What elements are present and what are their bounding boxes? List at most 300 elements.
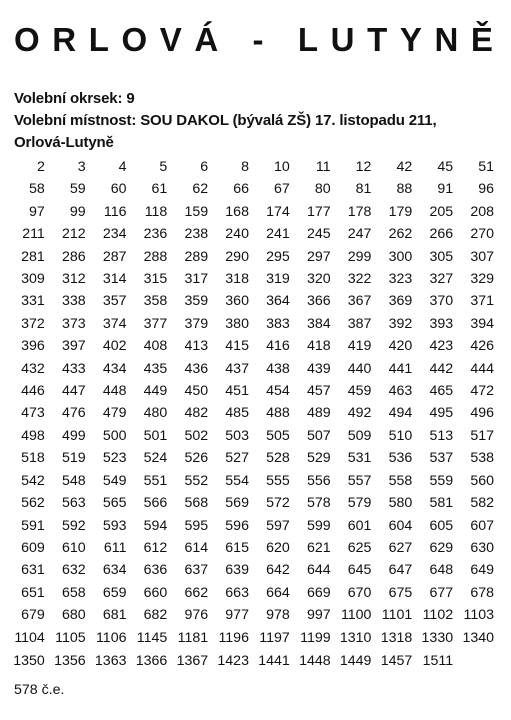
house-number-cell: 552 (184, 472, 209, 489)
house-number-cell: 601 (347, 517, 372, 534)
house-number-cell: 678 (470, 584, 494, 601)
house-number-cell: 377 (143, 315, 168, 332)
house-number-cell: 542 (21, 472, 45, 489)
house-number-cell: 997 (306, 607, 331, 624)
house-number-cell: 1423 (217, 652, 249, 669)
house-number-cell: 518 (21, 450, 45, 467)
house-number-cell: 505 (266, 427, 290, 444)
house-number-cell: 509 (347, 427, 372, 444)
house-number-cell: 314 (102, 271, 127, 288)
house-number-cell: 621 (306, 539, 331, 556)
house-number-cell: 392 (388, 315, 413, 332)
table-row (4, 178, 494, 200)
house-number-cell: 366 (306, 293, 331, 310)
house-number-cell: 369 (388, 293, 413, 310)
table-row (4, 268, 494, 290)
house-number-cell: 12 (355, 159, 372, 175)
house-number-cell: 327 (429, 271, 454, 288)
house-number-cell: 631 (21, 562, 45, 579)
house-number-cell: 559 (429, 472, 454, 489)
house-number-cell: 437 (225, 360, 249, 377)
house-number-cell: 408 (143, 338, 168, 355)
house-number-cell: 644 (306, 562, 331, 579)
house-number-cell: 118 (144, 203, 168, 220)
house-number-cell: 568 (184, 495, 209, 512)
house-number-cell: 523 (102, 450, 127, 467)
house-number-cell: 510 (388, 427, 413, 444)
house-number-cell: 45 (437, 159, 454, 175)
house-number-cell: 1318 (380, 629, 413, 646)
house-number-cell: 634 (102, 562, 127, 579)
house-number-cell: 500 (102, 427, 127, 444)
house-number-cell: 677 (429, 584, 454, 601)
house-number-cell: 492 (347, 405, 372, 422)
house-number-cell: 651 (21, 584, 45, 601)
house-number-cell: 682 (143, 607, 168, 624)
house-number-cell: 448 (102, 383, 127, 400)
house-number-cell: 476 (61, 405, 86, 422)
house-number-cell: 592 (61, 517, 86, 534)
house-number-cell: 557 (347, 472, 372, 489)
house-number-cell: 488 (266, 405, 290, 422)
house-number-cell: 178 (347, 203, 372, 220)
house-number-cell: 61 (151, 181, 168, 198)
house-number-cell: 596 (225, 517, 249, 534)
house-number-cell: 177 (306, 203, 331, 220)
table-row (4, 156, 494, 178)
house-number-cell: 579 (347, 495, 372, 512)
house-number-cell: 364 (266, 293, 290, 310)
house-number-cell: 1196 (218, 629, 249, 646)
house-number-cell: 663 (225, 584, 249, 601)
house-number-cell: 168 (225, 203, 249, 220)
house-number-cell: 549 (102, 472, 127, 489)
table-row (4, 290, 494, 312)
house-number-cell: 599 (306, 517, 331, 534)
house-number-cell: 562 (21, 495, 45, 512)
table-row (4, 201, 494, 223)
house-number-cell: 538 (470, 450, 494, 467)
house-number-cell: 323 (388, 271, 413, 288)
house-number-cell: 329 (470, 271, 494, 288)
house-number-cell: 519 (61, 450, 86, 467)
house-number-cell: 383 (266, 315, 290, 332)
house-number-cell: 397 (61, 338, 86, 355)
house-number-cell: 503 (225, 427, 249, 444)
house-number-cell: 565 (102, 495, 127, 512)
house-number-cell: 572 (266, 495, 290, 512)
house-number-cell: 639 (225, 562, 249, 579)
house-numbers-table (4, 156, 494, 673)
house-number-cell: 645 (347, 562, 372, 579)
house-number-cell: 1441 (258, 652, 290, 669)
house-number-cell: 630 (470, 539, 494, 556)
house-number-cell: 331 (21, 293, 45, 310)
house-number-cell: 307 (470, 248, 494, 265)
house-number-cell: 116 (103, 203, 127, 220)
table-row (4, 358, 494, 380)
house-number-cell: 236 (143, 226, 168, 243)
house-number-cell: 423 (429, 338, 454, 355)
table-row (4, 627, 494, 649)
house-number-cell: 632 (61, 562, 86, 579)
house-number-cell: 81 (355, 181, 372, 198)
table-row (4, 447, 494, 469)
table-row (4, 246, 494, 268)
house-number-cell: 1106 (95, 629, 127, 646)
house-number-cell: 578 (306, 495, 331, 512)
house-number-cell: 159 (184, 203, 209, 220)
table-row (4, 604, 494, 626)
house-number-cell: 625 (347, 539, 372, 556)
house-number-cell: 978 (266, 607, 290, 624)
house-number-cell: 393 (429, 315, 454, 332)
house-number-cell: 581 (429, 495, 454, 512)
house-number-cell: 8 (241, 159, 249, 175)
house-number-cell: 664 (266, 584, 290, 601)
house-number-cell: 605 (429, 517, 454, 534)
house-number-cell: 441 (388, 360, 413, 377)
house-number-cell: 669 (306, 584, 331, 601)
house-number-cell: 66 (233, 181, 249, 198)
house-number-cell: 442 (429, 360, 454, 377)
house-number-cell: 1363 (94, 652, 127, 669)
footer-note: 578 č.e. (14, 682, 65, 698)
house-number-cell: 300 (388, 248, 413, 265)
house-number-cell: 473 (21, 405, 45, 422)
house-number-cell: 446 (21, 383, 45, 400)
house-number-cell: 637 (184, 562, 209, 579)
house-number-cell: 58 (29, 181, 45, 198)
house-number-cell: 502 (184, 427, 209, 444)
house-number-cell: 42 (396, 159, 413, 175)
house-number-cell: 1105 (55, 629, 86, 646)
house-number-cell: 434 (102, 360, 127, 377)
table-row (4, 335, 494, 357)
house-number-cell: 627 (388, 539, 413, 556)
house-number-cell: 563 (61, 495, 86, 512)
house-number-cell: 489 (306, 405, 331, 422)
house-number-cell: 1103 (463, 607, 494, 624)
house-number-cell: 531 (347, 450, 372, 467)
house-number-cell: 338 (61, 293, 86, 310)
house-number-cell: 658 (61, 584, 86, 601)
house-number-cell: 315 (143, 271, 168, 288)
table-row (4, 380, 494, 402)
house-number-cell: 439 (306, 360, 331, 377)
table-row (4, 402, 494, 424)
house-number-cell: 262 (388, 226, 413, 243)
house-number-cell: 670 (347, 584, 372, 601)
house-number-cell: 1367 (176, 652, 209, 669)
house-number-cell: 1356 (54, 652, 86, 669)
house-number-cell: 312 (61, 271, 86, 288)
house-number-cell: 1340 (462, 629, 494, 646)
house-number-cell: 459 (347, 383, 372, 400)
table-row (4, 470, 494, 492)
page-title: ORLOVÁ - LUTYNĚ (14, 21, 506, 58)
house-number-cell: 582 (470, 495, 494, 512)
house-number-cell: 675 (388, 584, 413, 601)
house-number-cell: 59 (69, 181, 86, 198)
house-number-cell: 270 (470, 226, 494, 243)
house-number-cell: 607 (470, 517, 494, 534)
house-number-cell: 387 (347, 315, 372, 332)
house-number-cell: 309 (21, 271, 45, 288)
house-number-cell: 536 (388, 450, 413, 467)
house-number-cell: 636 (143, 562, 168, 579)
house-number-cell: 358 (143, 293, 168, 310)
table-row (4, 425, 494, 447)
house-number-cell: 245 (306, 226, 331, 243)
house-number-cell: 479 (102, 405, 127, 422)
house-number-cell: 320 (306, 271, 331, 288)
house-number-cell: 317 (184, 271, 209, 288)
house-number-cell: 580 (388, 495, 413, 512)
house-number-cell: 396 (21, 338, 45, 355)
house-number-cell: 289 (184, 248, 209, 265)
house-number-cell: 527 (225, 450, 249, 467)
house-number-cell: 566 (143, 495, 168, 512)
house-number-cell: 11 (315, 159, 331, 175)
house-number-cell: 370 (429, 293, 454, 310)
house-number-cell: 610 (61, 539, 86, 556)
house-number-cell: 234 (102, 226, 127, 243)
house-number-cell: 402 (102, 338, 127, 355)
house-number-cell: 319 (266, 271, 290, 288)
house-number-cell: 480 (143, 405, 168, 422)
polling-place-line-2: Orlová-Lutyně (14, 134, 114, 151)
table-row (4, 313, 494, 335)
house-number-cell: 609 (21, 539, 45, 556)
house-number-cell: 420 (388, 338, 413, 355)
house-number-cell: 91 (437, 181, 454, 198)
house-number-cell: 595 (184, 517, 209, 534)
house-number-cell: 419 (347, 338, 372, 355)
house-number-cell: 1511 (422, 652, 454, 669)
house-number-cell: 379 (184, 315, 209, 332)
house-number-cell: 6 (200, 159, 209, 175)
house-number-cell: 247 (347, 226, 372, 243)
house-number-cell: 67 (274, 181, 290, 198)
house-number-cell: 554 (225, 472, 249, 489)
house-number-cell: 660 (143, 584, 168, 601)
house-number-cell: 287 (102, 248, 127, 265)
house-number-cell: 1310 (339, 629, 372, 646)
house-number-cell: 432 (21, 360, 45, 377)
house-number-cell: 179 (388, 203, 413, 220)
house-number-cell: 305 (429, 248, 454, 265)
house-number-cell: 1197 (259, 629, 290, 646)
house-number-cell: 96 (478, 181, 494, 198)
house-number-cell: 290 (225, 248, 249, 265)
house-number-cell: 380 (225, 315, 249, 332)
house-number-cell: 482 (184, 405, 209, 422)
house-number-cell: 597 (266, 517, 290, 534)
house-number-cell: 648 (429, 562, 454, 579)
house-number-cell: 1330 (421, 629, 454, 646)
house-number-cell: 299 (347, 248, 372, 265)
house-number-cell: 1100 (340, 607, 372, 624)
house-number-cell: 4 (118, 159, 127, 175)
house-number-cell: 662 (184, 584, 209, 601)
house-number-cell: 60 (110, 181, 127, 198)
table-row (4, 582, 494, 604)
house-number-cell: 440 (347, 360, 372, 377)
house-number-cell (453, 649, 494, 673)
house-number-cell: 80 (314, 181, 331, 198)
house-number-cell: 1449 (339, 652, 372, 669)
house-number-cell: 1448 (299, 652, 331, 669)
house-number-cell: 498 (21, 427, 45, 444)
house-number-cell: 649 (470, 562, 494, 579)
table-row (4, 492, 494, 514)
house-number-cell: 517 (470, 427, 494, 444)
house-number-cell: 436 (184, 360, 209, 377)
house-number-cell: 501 (143, 427, 168, 444)
house-number-cell: 318 (225, 271, 249, 288)
table-row (4, 223, 494, 245)
house-number-cell: 507 (306, 427, 331, 444)
house-number-cell: 555 (266, 472, 290, 489)
house-number-cell: 1350 (13, 652, 45, 669)
house-number-cell: 1366 (135, 652, 168, 669)
house-number-cell: 51 (478, 159, 494, 175)
house-number-cell: 211 (22, 226, 45, 243)
house-number-cell: 450 (184, 383, 209, 400)
house-number-cell: 99 (69, 203, 86, 220)
house-number-cell: 415 (225, 338, 249, 355)
house-number-cell: 451 (225, 383, 249, 400)
house-number-cell: 976 (184, 607, 209, 624)
house-number-cell: 485 (225, 405, 249, 422)
house-number-cell: 1181 (177, 629, 209, 646)
house-number-cell: 418 (306, 338, 331, 355)
house-number-cell: 384 (306, 315, 331, 332)
house-number-cell: 5 (159, 159, 168, 175)
house-number-cell: 438 (266, 360, 290, 377)
house-number-cell: 614 (184, 539, 209, 556)
house-number-cell: 611 (103, 539, 127, 556)
house-number-cell: 1145 (136, 629, 168, 646)
house-number-cell: 548 (61, 472, 86, 489)
house-number-cell: 288 (143, 248, 168, 265)
house-number-cell: 286 (61, 248, 86, 265)
house-number-cell: 212 (61, 226, 86, 243)
house-number-cell: 2 (36, 159, 45, 175)
house-number-cell: 496 (470, 405, 494, 422)
house-number-cell: 322 (347, 271, 372, 288)
house-number-cell: 62 (192, 181, 209, 198)
table-row (4, 559, 494, 581)
house-number-cell: 266 (429, 226, 454, 243)
house-number-cell: 454 (266, 383, 290, 400)
house-number-cell: 205 (429, 203, 454, 220)
house-number-cell: 620 (266, 539, 290, 556)
polling-place-line-1: Volební místnost: SOU DAKOL (bývalá ZŠ) 17. listopadu 211, (14, 112, 437, 129)
house-number-cell: 612 (143, 539, 168, 556)
house-number-cell: 10 (274, 159, 290, 175)
house-number-cell: 371 (470, 293, 494, 310)
house-number-cell: 593 (102, 517, 127, 534)
house-number-cell: 1457 (380, 652, 413, 669)
house-number-cell: 537 (429, 450, 454, 467)
table-row (4, 515, 494, 537)
house-number-cell: 499 (61, 427, 86, 444)
house-number-cell: 373 (61, 315, 86, 332)
house-number-cell: 495 (429, 405, 454, 422)
house-number-cell: 524 (143, 450, 168, 467)
house-number-cell: 435 (143, 360, 168, 377)
house-number-cell: 591 (21, 517, 45, 534)
house-number-cell: 1199 (300, 629, 331, 646)
house-number-cell: 1104 (14, 629, 45, 646)
house-number-cell: 569 (225, 495, 249, 512)
house-number-cell: 359 (184, 293, 209, 310)
house-number-cell: 594 (143, 517, 168, 534)
house-number-cell: 281 (21, 248, 45, 265)
house-number-cell: 3 (77, 159, 86, 175)
house-number-cell: 394 (470, 315, 494, 332)
house-number-cell: 357 (102, 293, 127, 310)
house-number-cell: 367 (347, 293, 372, 310)
house-number-cell: 413 (184, 338, 209, 355)
house-number-cell: 629 (429, 539, 454, 556)
house-number-cell: 1102 (422, 607, 454, 624)
house-number-cell: 297 (306, 248, 331, 265)
house-number-cell: 977 (225, 607, 249, 624)
house-number-cell: 241 (266, 226, 290, 243)
house-number-cell: 372 (21, 315, 45, 332)
polling-info (14, 88, 504, 154)
house-number-cell: 238 (184, 226, 209, 243)
house-number-cell: 433 (61, 360, 86, 377)
house-number-cell: 457 (306, 383, 331, 400)
house-number-cell: 463 (388, 383, 413, 400)
house-number-cell: 472 (470, 383, 494, 400)
house-number-cell: 528 (266, 450, 290, 467)
house-number-cell: 615 (225, 539, 249, 556)
house-number-cell: 526 (184, 450, 209, 467)
house-number-cell: 513 (429, 427, 454, 444)
house-number-cell: 1101 (381, 607, 413, 624)
house-number-cell: 558 (388, 472, 413, 489)
house-number-cell: 494 (388, 405, 413, 422)
house-number-cell: 360 (225, 293, 249, 310)
house-number-cell: 560 (470, 472, 494, 489)
table-row (4, 649, 494, 673)
house-number-cell: 642 (266, 562, 290, 579)
house-number-cell: 416 (266, 338, 290, 355)
house-number-cell: 556 (306, 472, 331, 489)
table-row (4, 537, 494, 559)
house-number-cell: 449 (143, 383, 168, 400)
house-number-cell: 97 (29, 203, 45, 220)
house-number-cell: 659 (102, 584, 127, 601)
house-number-cell: 295 (266, 248, 290, 265)
house-number-cell: 444 (470, 360, 494, 377)
house-number-cell: 240 (225, 226, 249, 243)
house-number-cell: 447 (61, 383, 86, 400)
house-number-cell: 604 (388, 517, 413, 534)
house-number-cell: 374 (102, 315, 127, 332)
house-number-cell: 647 (388, 562, 413, 579)
house-number-cell: 529 (306, 450, 331, 467)
house-number-cell: 679 (21, 607, 45, 624)
district-label: Volební okrsek: 9 (14, 90, 135, 107)
house-number-cell: 426 (470, 338, 494, 355)
house-number-cell: 551 (143, 472, 168, 489)
